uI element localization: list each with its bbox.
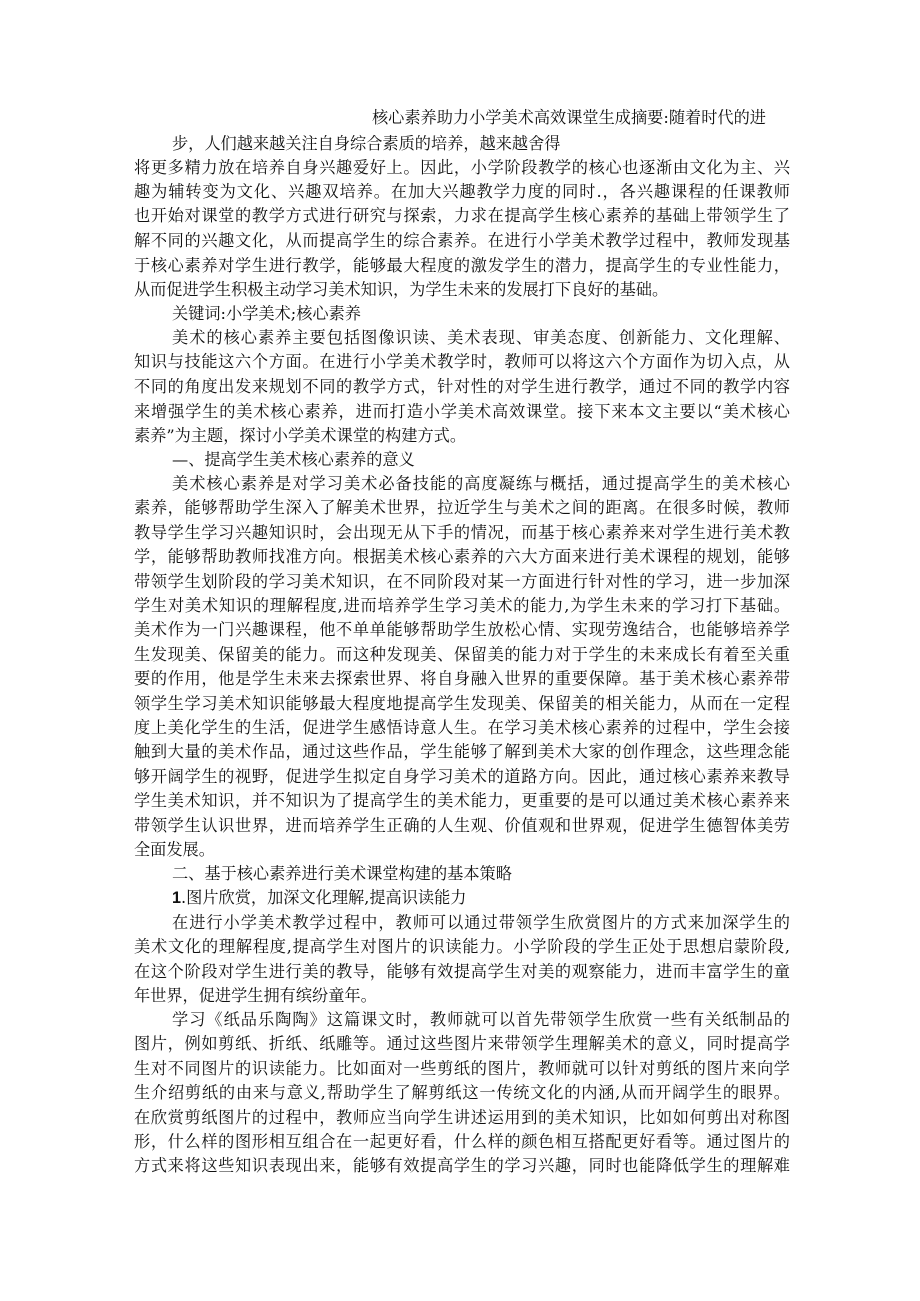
section1-line: 够开阔学生的视野，促进学生拟定自身学习美术的道路方向。因此，通过核心素养来教导 (134, 767, 790, 786)
section1-line: 要的作用，他是学生未来去探索世界、将自身融入世界的重要保障。基于美术核心素养带 (134, 669, 790, 688)
keywords: 关键词:小学美术;核心素养 (172, 304, 361, 323)
section1-line: 教导学生学习兴趣知识时，会出现无从下手的情况，而基于核心素养来对学生进行美术教 (134, 523, 790, 542)
sub1-line: 美术文化的理解程度,提高学生对图片的识读能力。小学阶段的学生正处于思想启蒙阶段, (134, 937, 790, 956)
para2-line: 形，什么样的图形相互组合在一起更好看，什么样的颜色相互搭配更好看等。通过图片的 (134, 1132, 790, 1151)
intro-line: 素养”为主题，探讨小学美术课堂的构建方式。 (134, 426, 467, 445)
section1-line: 生发现美、保留美的能力。而这种发现美、保留美的能力对于学生的未来成长有着至关重 (134, 645, 790, 664)
sub1-line: 年世界，促进学生拥有缤纷童年。 (134, 986, 377, 1005)
para2-line: 在欣赏剪纸图片的过程中，教师应当向学生讲述运用到的美术知识，比如如何剪出对称图 (134, 1108, 790, 1127)
sub1-line: 在这个阶段对学生进行美的教导，能够有效提高学生对美的观察能力，进而丰富学生的童 (134, 962, 790, 981)
abstract-line: 步，人们越来越关注自身综合素质的培养，越来越舍得 (172, 134, 561, 153)
para2-line: 图片，例如剪纸、折纸、纸雕等。通过这些图片来带领学生理解美术的意义，同时提高学 (134, 1034, 790, 1053)
subsection-number: 1 (172, 889, 182, 907)
abstract-line: 于核心素养对学生进行教学，能够最大程度的激发学生的潜力，提高学生的专业性能力， (134, 256, 790, 275)
subsection-heading-1 (172, 886, 467, 910)
section1-line: 学生美术知识，并不知识为了提高学生的美术能力，更重要的是可以通过美术核心素养来 (134, 791, 790, 810)
abstract-line: 解不同的兴趣文化，从而提高学生的综合素养。在进行小学美术教学过程中，教师发现基 (134, 231, 790, 250)
section-heading-1: —、提高学生美术核心素养的意义 (172, 450, 415, 469)
abstract-line: 从而促进学生积极主动学习美术知识，为学生未来的发展打下良好的基础。 (134, 280, 669, 299)
section1-line: 学生对美术知识的理解程度,进而培养学生学习美术的能力,为学生未来的学习打下基础。 (134, 596, 790, 615)
abstract-line: 趣为辅转变为文化、兴趣双培养。在加大兴趣教学力度的同时.，各兴趣课程的任课教师 (134, 182, 790, 201)
section1-line: 美术作为一门兴趣课程，他不单单能够帮助学生放松心情、实现劳逸结合，也能够培养学 (134, 620, 790, 639)
abstract-line: 也开始对课堂的教学方式进行研究与探索，力求在提高学生核心素养的基础上带领学生了 (134, 206, 790, 225)
section1-line: 学，能够帮助教师找准方向。根据美术核心素养的六大方面来进行美术课程的规划，能够 (134, 547, 790, 566)
sub1-line: 在进行小学美术教学过程中，教师可以通过带领学生欣赏图片的方式来加深学生的 (172, 913, 790, 932)
intro-line: 美术的核心素养主要包括图像识读、美术表现、审美态度、创新能力、文化理解、 (172, 328, 790, 347)
intro-line: 不同的角度出发来规划不同的教学方式，针对性的对学生进行教学，通过不同的教学内容 (134, 377, 790, 396)
subsection-title: .图片欣赏，加深文化理解,提高识读能力 (181, 888, 467, 907)
section-heading-2: 二、基于核心素养进行美术课堂构建的基本策略 (172, 864, 512, 883)
section1-line: 带领学生认识世界，进而培养学生正确的人生观、价值观和世界观，促进学生德智体美劳 (134, 816, 790, 835)
intro-line: 来增强学生的美术核心素养，进而打造小学美术高效课堂。接下来本文主要以“美术核心 (134, 402, 790, 421)
para2-line: 生介绍剪纸的由来与意义,帮助学生了解剪纸这一传统文化的内涵,从而开阔学生的眼界。 (134, 1083, 790, 1102)
abstract-line: 将更多精力放在培养自身兴趣爱好上。因此，小学阶段教学的核心也逐渐由文化为主、兴 (134, 158, 790, 177)
section1-line: 领学生学习美术知识能够最大程度地提高学生发现美、保留美的相关能力，从而在一定程 (134, 694, 790, 713)
para2-line: 学习《纸品乐陶陶》这篇课文时，教师就可以首先带领学生欣赏一些有关纸制品的 (172, 1010, 790, 1029)
para2-line: 方式来将这些知识表现出来，能够有效提高学生的学习兴趣，同时也能降低学生的理解难 (134, 1156, 790, 1175)
intro-line: 知识与技能这六个方面。在进行小学美术教学时，教师可以将这六个方面作为切入点，从 (134, 352, 790, 371)
title-line: 核心素养助力小学美术高效课堂生成摘要:随着时代的进 (372, 108, 766, 127)
section1-line: 素养，能够帮助学生深入了解美术世界，拉近学生与美术之间的距离。在很多时候，教师 (134, 498, 790, 517)
section1-line: 带领学生划阶段的学习美术知识，在不同阶段对某一方面进行针对性的学习，进一步加深 (134, 572, 790, 591)
section1-line: 美术核心素养是对学习美术必备技能的高度凝练与概括，通过提高学生的美术核心 (172, 474, 790, 493)
section1-line: 触到大量的美术作品，通过这些作品，学生能够了解到美术大家的创作理念，这些理念能 (134, 742, 790, 761)
para2-line: 生对不同图片的识读能力。比如面对一些剪纸的图片，教师就可以针对剪纸的图片来向学 (134, 1059, 790, 1078)
section1-line: 度上美化学生的生活，促进学生感悟诗意人生。在学习美术核心素养的过程中，学生会接 (134, 718, 790, 737)
section1-line: 全面发展。 (134, 840, 215, 859)
